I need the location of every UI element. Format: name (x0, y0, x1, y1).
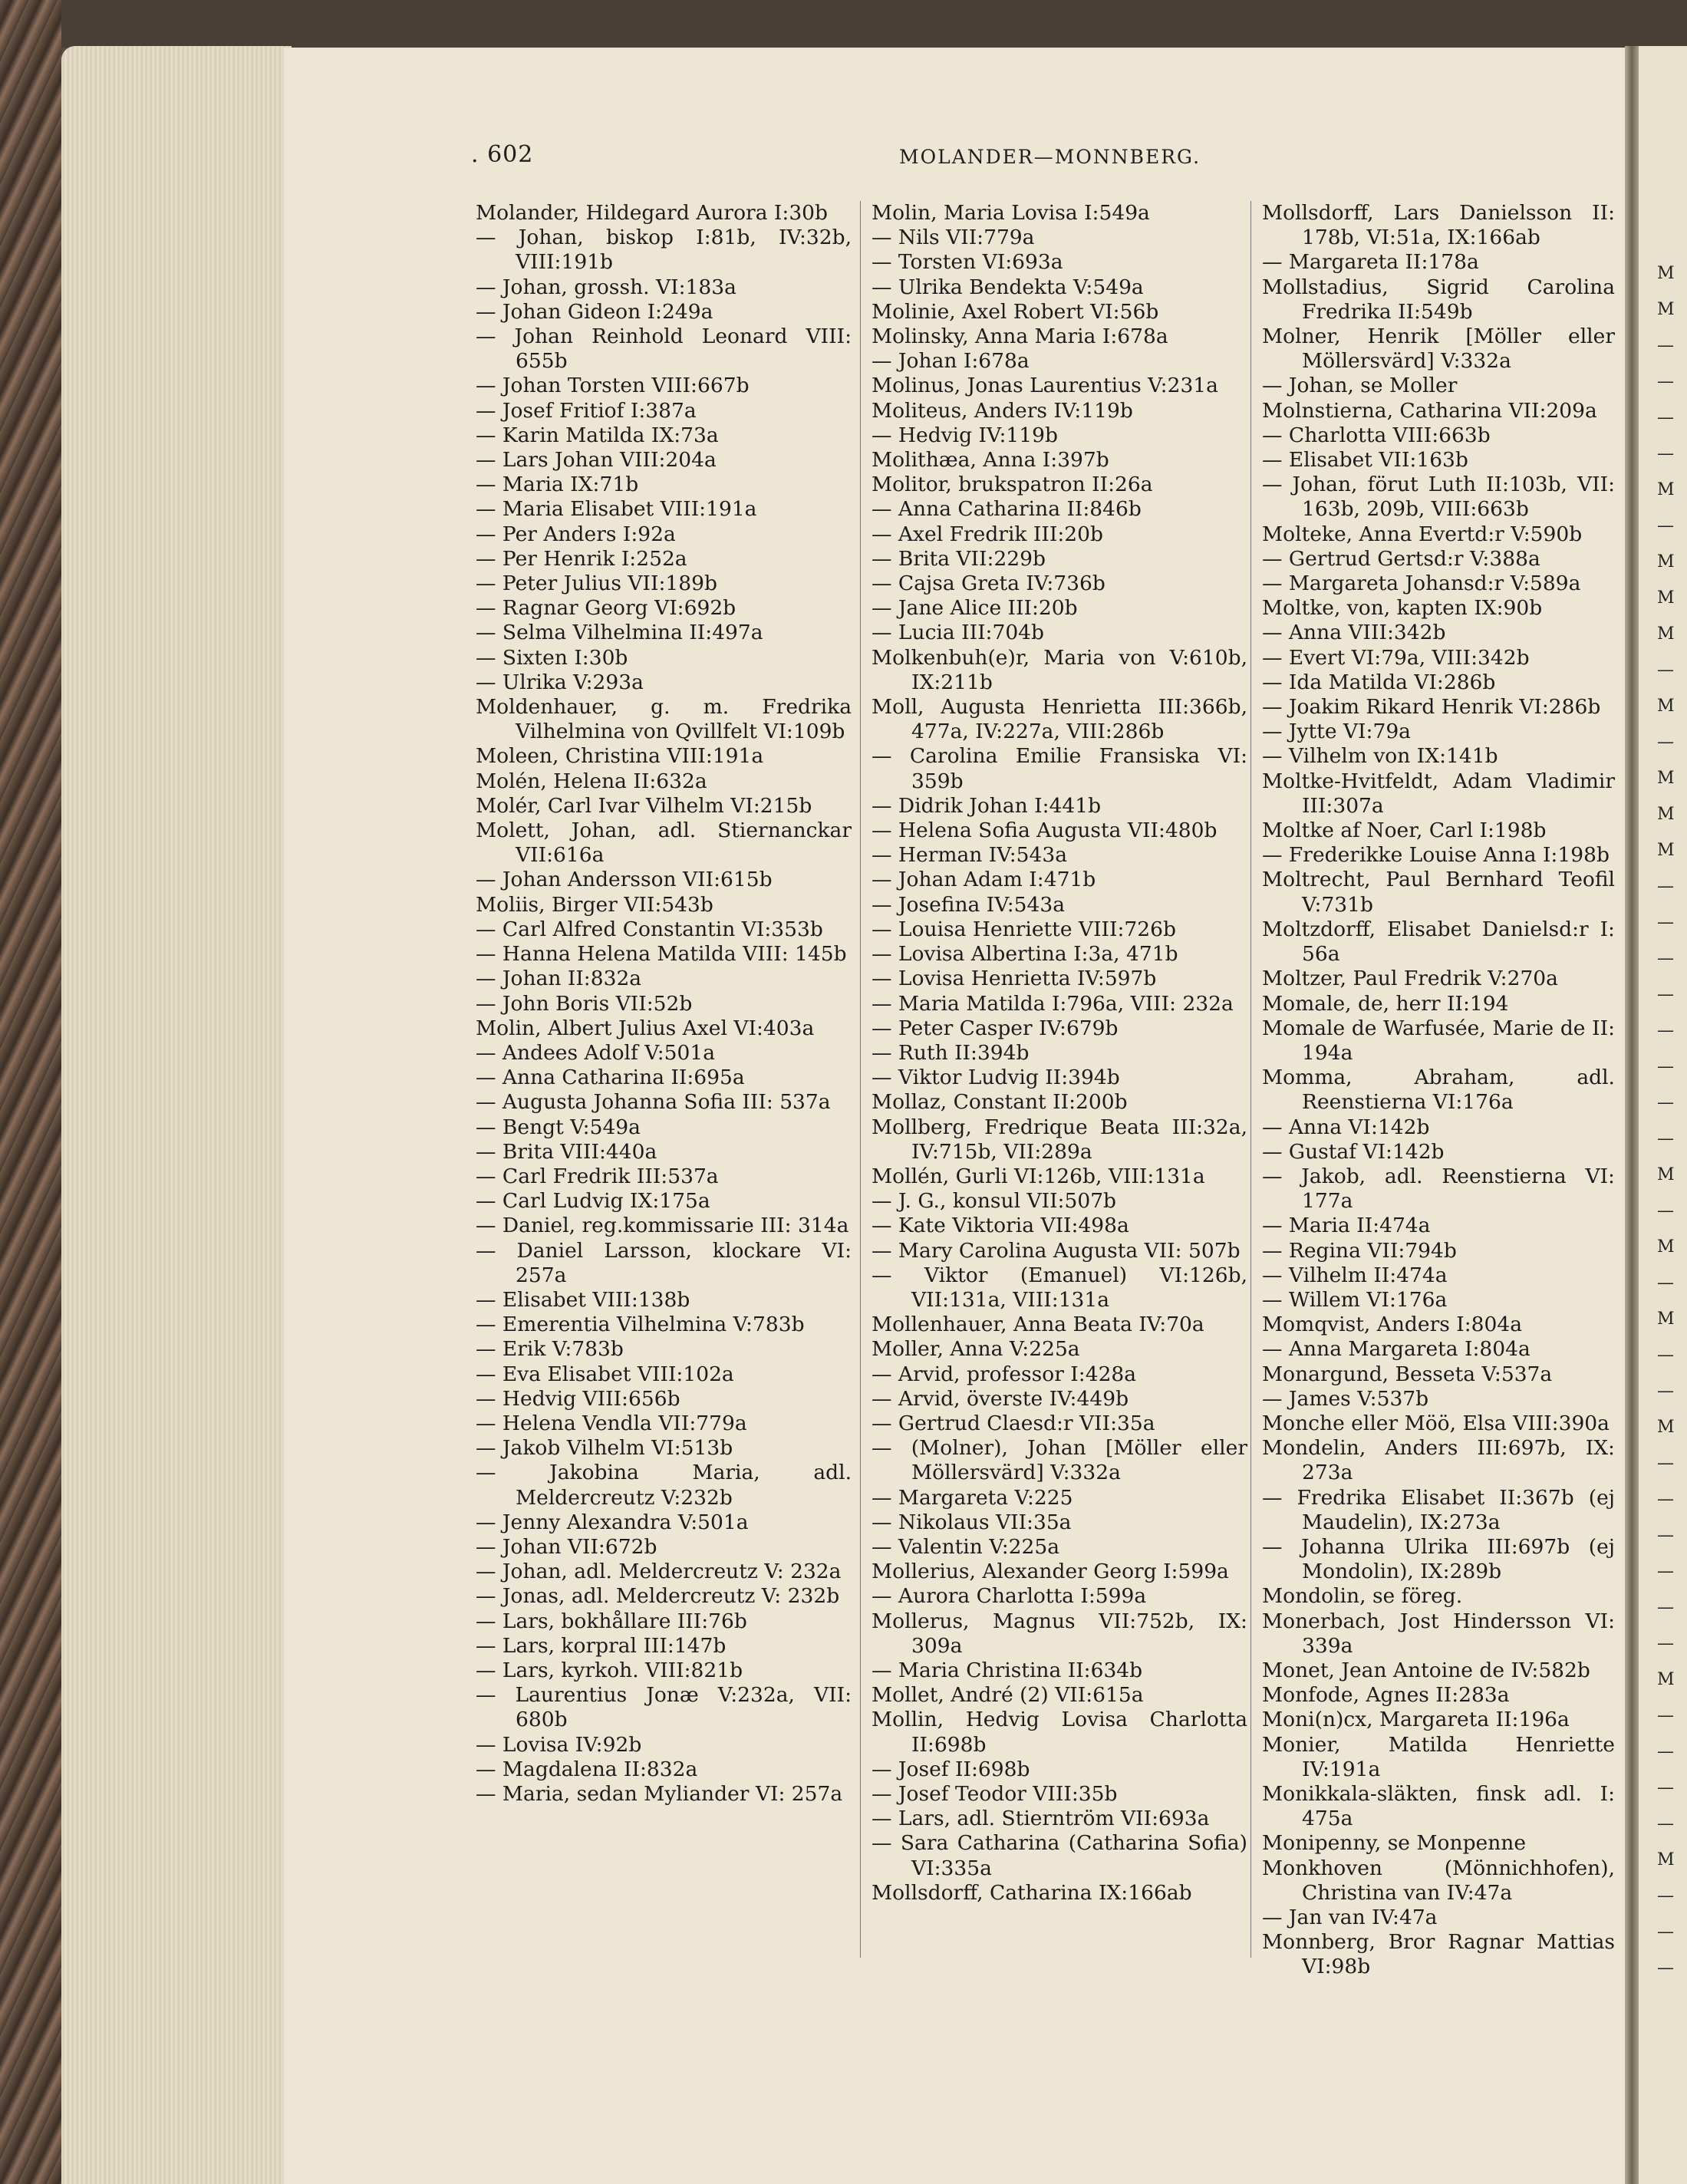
index-entry: Molkenbuh(e)r, Maria von V:610b, IX:211b (872, 645, 1247, 694)
index-entry: — Frederikke Louise Anna I:198b (1262, 843, 1610, 868)
next-page-fragment: — (1657, 660, 1674, 680)
next-page-fragment: — (1657, 372, 1674, 391)
next-page-fragment: M (1657, 1309, 1675, 1329)
next-page-fragment: — (1657, 336, 1674, 355)
index-entry: Moliis, Birger VII:543b (476, 892, 713, 917)
index-entry: — Erik V:783b (476, 1337, 624, 1362)
index-entry: Molén, Helena II:632a (476, 769, 707, 793)
index-entry: Momale, de, herr II:194 (1262, 991, 1509, 1016)
index-entry: Moldenhauer, g. m. Fredrika Vilhelmina von Qvillfelt VI:109b (476, 695, 852, 744)
index-entry: Molin, Maria Lovisa I:549a (872, 201, 1150, 225)
index-entry: — Sara Catharina (Catharina Sofia) VI:335a (872, 1831, 1247, 1880)
next-page-fragment: M (1657, 805, 1675, 824)
index-entry: — Johanna Ulrika III:697b (ej Mondolin), IX:289b (1262, 1534, 1615, 1584)
index-entry: Momma, Abraham, adl. Reenstierna VI:176a (1262, 1066, 1615, 1115)
index-entry: — Ida Matilda VI:286b (1262, 670, 1496, 694)
index-entry: — Nils VII:779a (872, 226, 1035, 250)
index-entry: Moltke, von, kapten IX:90b (1262, 596, 1543, 621)
index-entry: Moltke af Noer, Carl I:198b (1262, 819, 1547, 843)
index-entry: — Hedvig VIII:656b (476, 1386, 680, 1411)
index-entry: Monerbach, Jost Hindersson VI: 339a (1262, 1609, 1615, 1658)
column-rule (860, 201, 861, 1958)
index-entry: — Louisa Henriette VIII:726b (872, 917, 1176, 941)
index-entry: Monkhoven (Mönnichhofen), Christina van IV:47a (1262, 1856, 1615, 1905)
index-entry: — Johan VII:672b (476, 1534, 657, 1559)
index-entry: — Maria, sedan Myliander VI: 257a (476, 1782, 843, 1806)
index-entry: — Selma Vilhelmina II:497a (476, 621, 763, 645)
index-entry: — Lovisa Albertina I:3a, 471b (872, 942, 1178, 967)
next-page-fragment: M (1657, 841, 1675, 860)
index-entry: — Josef II:698b (872, 1757, 1030, 1781)
index-entry: — Hedvig IV:119b (872, 423, 1058, 447)
index-entry: Molitor, brukspatron II:26a (872, 473, 1153, 497)
index-entry: — Johan Torsten VIII:667b (476, 374, 750, 398)
page-number: . 602 (471, 141, 534, 168)
index-entry: Mollberg, Fredrique Beata III:32a, IV:715b, VII:289a (872, 1115, 1247, 1164)
index-entry: Molithæa, Anna I:397b (872, 448, 1109, 473)
next-page-fragment: — (1657, 1742, 1674, 1761)
index-entry: — Magdalena II:832a (476, 1757, 698, 1781)
next-page-fragment: M (1657, 1165, 1675, 1184)
index-entry: — Hanna Helena Matilda VIII: 145b (476, 942, 847, 967)
index-entry: — Daniel Larsson, klockare VI: 257a (476, 1238, 852, 1287)
next-page-fragment: — (1657, 1201, 1674, 1220)
index-entry: — Brita VII:229b (872, 546, 1046, 571)
index-entry: — Lars, korpral III:147b (476, 1633, 727, 1658)
next-page-fragment: M (1657, 1670, 1675, 1689)
index-entry: — Karin Matilda IX:73a (476, 423, 719, 447)
index-entry: — Helena Sofia Augusta VII:480b (872, 819, 1217, 843)
index-entry: Monipenny, se Monpenne (1262, 1831, 1527, 1856)
index-entry: — Valentin V:225a (872, 1534, 1060, 1559)
index-entry: — Johan I:678a (872, 349, 1030, 374)
next-page-fragment: — (1657, 877, 1674, 896)
next-page-fragment: — (1657, 1093, 1674, 1112)
index-entry: — Nikolaus VII:35a (872, 1510, 1072, 1534)
index-entry: — Ulrika Bendekta V:549a (872, 275, 1144, 299)
index-entry: — Carl Ludvig IX:175a (476, 1189, 710, 1214)
index-entry: — Lars, kyrkoh. VIII:821b (476, 1658, 743, 1682)
index-entry: — Herman IV:543a (872, 843, 1068, 868)
index-entry: Mondolin, se föreg. (1262, 1584, 1463, 1609)
page-stack-edge (61, 46, 292, 2184)
index-entry: — Josef Teodor VIII:35b (872, 1782, 1118, 1806)
index-entry: — Brita VIII:440a (476, 1139, 657, 1164)
index-entry: — Lars Johan VIII:204a (476, 448, 717, 473)
index-entry: Moleen, Christina VIII:191a (476, 744, 764, 769)
index-entry: — Fredrika Elisabet II:367b (ej Maudelin), IX:273a (1262, 1485, 1615, 1534)
index-entry: Mollerus, Magnus VII:752b, IX: 309a (872, 1609, 1247, 1658)
index-entry: Momqvist, Anders I:804a (1262, 1313, 1523, 1337)
next-page-fragment: M (1657, 624, 1675, 644)
index-entry: — Ruth II:394b (872, 1040, 1030, 1065)
index-entry: — Gertrud Claesd:r VII:35a (872, 1411, 1155, 1435)
index-entry: — Emerentia Vilhelmina V:783b (476, 1313, 805, 1337)
index-entry: Moltzdorff, Elisabet Danielsd:r I: 56a (1262, 917, 1615, 967)
index-entry: Molin, Albert Julius Axel VI:403a (476, 1016, 815, 1040)
index-entry: Molinsky, Anna Maria I:678a (872, 324, 1168, 349)
index-entry: — Elisabet VII:163b (1262, 448, 1468, 473)
index-entry: — Carl Fredrik III:537a (476, 1164, 719, 1188)
index-entry: — Eva Elisabet VIII:102a (476, 1362, 734, 1386)
book-gutter (1625, 46, 1639, 2184)
index-entry: — Margareta V:225 (872, 1485, 1073, 1510)
index-entry: Molnstierna, Catharina VII:209a (1262, 398, 1597, 423)
index-entry: Molteke, Anna Evertd:r V:590b (1262, 522, 1583, 546)
index-entry: — Kate Viktoria VII:498a (872, 1214, 1129, 1238)
index-entry: Monche eller Möö, Elsa VIII:390a (1262, 1411, 1610, 1435)
index-entry: — Johan, adl. Meldercreutz V: 232a (476, 1560, 842, 1584)
next-page-fragment: — (1657, 1814, 1674, 1833)
index-entry: — Maria Elisabet VIII:191a (476, 497, 757, 522)
index-entry: — Peter Julius VII:189b (476, 572, 717, 596)
index-entry: — Charlotta VIII:663b (1262, 423, 1491, 447)
next-page-fragment: — (1657, 733, 1674, 752)
next-page-fragment: M (1657, 1850, 1675, 1869)
index-entry: — Mary Carolina Augusta VII: 507b (872, 1238, 1241, 1263)
next-page-fragment: — (1657, 949, 1674, 968)
index-entry: — Gustaf VI:142b (1262, 1139, 1445, 1164)
index-column-1 (476, 201, 852, 1807)
index-entry: — Jakob Vilhelm VI:513b (476, 1436, 733, 1461)
index-entry: — Lucia III:704b (872, 621, 1045, 645)
index-entry: — Johan, förut Luth II:103b, VII: 163b, 209b, VIII:663b (1262, 473, 1615, 522)
index-entry: Mollén, Gurli VI:126b, VIII:131a (872, 1164, 1205, 1188)
index-entry: — Margareta Johansd:r V:589a (1262, 572, 1581, 596)
index-entry: Mondelin, Anders III:697b, IX: 273a (1262, 1436, 1615, 1485)
index-entry: — Josef Fritiof I:387a (476, 398, 697, 423)
index-entry: Molinie, Axel Robert VI:56b (872, 299, 1159, 324)
next-page-fragment: — (1657, 1526, 1674, 1545)
index-entry: — Lovisa IV:92b (476, 1732, 642, 1757)
next-page-edge (1639, 46, 1687, 2184)
running-head: MOLANDER—MONNBERG. (899, 146, 1201, 168)
index-column-2 (872, 201, 1247, 1906)
index-entry: — Elisabet VIII:138b (476, 1287, 690, 1312)
index-entry: — Joakim Rikard Henrik VI:286b (1262, 695, 1601, 720)
index-entry: — Anna Catharina II:695a (476, 1066, 745, 1090)
next-page-fragment: — (1657, 1273, 1674, 1293)
index-entry: — Arvid, överste IV:449b (872, 1386, 1129, 1411)
index-entry: — Johan Reinhold Leonard VIII: 655b (476, 324, 852, 374)
index-entry: — Maria Matilda I:796a, VIII: 232a (872, 991, 1234, 1016)
index-entry: Monnberg, Bror Ragnar Mattias VI:98b (1262, 1930, 1615, 1979)
next-page-fragment: — (1657, 1057, 1674, 1076)
index-entry: — Carl Alfred Constantin VI:353b (476, 917, 823, 941)
index-entry: — Regina VII:794b (1262, 1238, 1457, 1263)
next-page-fragment: — (1657, 1886, 1674, 1906)
next-page-fragment: M (1657, 1237, 1675, 1257)
index-entry: — Axel Fredrik III:20b (872, 522, 1103, 546)
index-entry: — Vilhelm von IX:141b (1262, 744, 1498, 769)
index-entry: Molér, Carl Ivar Vilhelm VI:215b (476, 793, 812, 818)
index-entry: Moller, Anna V:225a (872, 1337, 1080, 1362)
next-page-fragment: — (1657, 1778, 1674, 1797)
index-entry: — Per Anders I:92a (476, 522, 676, 546)
next-page-fragment: — (1657, 1454, 1674, 1473)
next-page-fragment: — (1657, 1346, 1674, 1365)
index-entry: Mollstadius, Sigrid Carolina Fredrika II:549b (1262, 275, 1615, 324)
index-entry: — Ulrika V:293a (476, 670, 644, 694)
index-entry: — Lars, bokhållare III:76b (476, 1609, 747, 1633)
index-column-3 (1262, 201, 1615, 1980)
index-entry: — Augusta Johanna Sofia III: 537a (476, 1090, 831, 1115)
index-entry: — Anna Margareta I:804a (1262, 1337, 1530, 1362)
index-entry: — Gertrud Gertsd:r V:388a (1262, 546, 1540, 571)
index-entry: — Anna Catharina II:846b (872, 497, 1142, 522)
next-page-fragment: — (1657, 1129, 1674, 1148)
index-entry: Mollsdorff, Catharina IX:166ab (872, 1880, 1192, 1905)
index-entry: — J. G., konsul VII:507b (872, 1189, 1117, 1214)
index-entry: Monfode, Agnes II:283a (1262, 1683, 1510, 1708)
index-entry: Moltke-Hvitfeldt, Adam Vladimir III:307a (1262, 769, 1615, 818)
book-cover-edge (0, 0, 61, 2184)
next-page-fragment: M (1657, 480, 1675, 499)
index-entry: — Johan Andersson VII:615b (476, 868, 773, 892)
index-entry: — Peter Casper IV:679b (872, 1016, 1119, 1040)
index-entry: Monargund, Besseta V:537a (1262, 1362, 1553, 1386)
index-entry: — (Molner), Johan [Möller eller Möllersvärd] V:332a (872, 1436, 1247, 1485)
index-entry: — Ragnar Georg VI:692b (476, 596, 736, 621)
index-entry: — Aurora Charlotta I:599a (872, 1584, 1147, 1609)
next-page-fragment: — (1657, 1922, 1674, 1942)
index-entry: — James V:537b (1262, 1386, 1429, 1411)
next-page-fragment: — (1657, 1598, 1674, 1617)
index-entry: — Jane Alice III:20b (872, 596, 1078, 621)
index-entry: — Johan Gideon I:249a (476, 299, 713, 324)
next-page-fragment: M (1657, 300, 1675, 319)
index-entry: — Jan van IV:47a (1262, 1906, 1438, 1930)
index-entry: Moliteus, Anders IV:119b (872, 398, 1133, 423)
index-entry: — Vilhelm II:474a (1262, 1263, 1448, 1287)
index-entry: — Willem VI:176a (1262, 1287, 1448, 1312)
index-entry: — Carolina Emilie Fransiska VI: 359b (872, 744, 1247, 793)
index-entry: — Viktor (Emanuel) VI:126b, VII:131a, VIII:131a (872, 1263, 1247, 1312)
index-entry: Molander, Hildegard Aurora I:30b (476, 201, 829, 225)
next-page-fragment: — (1657, 1634, 1674, 1653)
index-entry: — Viktor Ludvig II:394b (872, 1066, 1120, 1090)
index-entry: — Jenny Alexandra V:501a (476, 1510, 749, 1534)
index-entry: Moltzer, Paul Fredrik V:270a (1262, 967, 1558, 991)
index-entry: — Johan II:832a (476, 967, 642, 991)
next-page-fragment: — (1657, 1706, 1674, 1725)
next-page-fragment: — (1657, 1021, 1674, 1040)
index-entry: — Anna VIII:342b (1262, 621, 1446, 645)
index-entry: — Bengt V:549a (476, 1115, 641, 1139)
index-entry: Moni(n)cx, Margareta II:196a (1262, 1708, 1570, 1732)
index-entry: — Maria IX:71b (476, 473, 639, 497)
next-page-fragment: — (1657, 985, 1674, 1004)
column-rule (1250, 201, 1251, 1958)
next-page-fragment: — (1657, 1958, 1674, 1978)
index-entry: — Margareta II:178a (1262, 250, 1479, 275)
index-entry: — Johan, grossh. VI:183a (476, 275, 736, 299)
book-top-edge (61, 0, 1687, 48)
index-entry: — Jonas, adl. Meldercreutz V: 232b (476, 1584, 840, 1609)
next-page-fragment: M (1657, 588, 1675, 608)
index-entry: — Cajsa Greta IV:736b (872, 572, 1105, 596)
index-entry: — Lovisa Henrietta IV:597b (872, 967, 1157, 991)
index-entry: Momale de Warfusée, Marie de II: 194a (1262, 1016, 1615, 1065)
index-entry: — Johan, biskop I:81b, IV:32b, VIII:191b (476, 226, 852, 275)
index-entry: — Sixten I:30b (476, 645, 628, 670)
index-entry: — Didrik Johan I:441b (872, 793, 1102, 818)
next-page-fragment: M (1657, 697, 1675, 716)
index-entry: — Johan Adam I:471b (872, 868, 1096, 892)
next-page-fragment: — (1657, 1382, 1674, 1401)
next-page-fragment: M (1657, 552, 1675, 572)
index-entry: — Per Henrik I:252a (476, 546, 687, 571)
index-entry: — Arvid, professor I:428a (872, 1362, 1137, 1386)
index-entry: Mollenhauer, Anna Beata IV:70a (872, 1313, 1204, 1337)
index-entry: — Anna VI:142b (1262, 1115, 1430, 1139)
index-entry: — Jakob, adl. Reenstierna VI: 177a (1262, 1164, 1615, 1214)
index-entry: Mollaz, Constant II:200b (872, 1090, 1128, 1115)
next-page-fragment: M (1657, 264, 1675, 283)
index-entry: — Lars, adl. Stierntröm VII:693a (872, 1807, 1210, 1831)
index-entry: Mollet, André (2) VII:615a (872, 1683, 1144, 1708)
index-entry: Mollerius, Alexander Georg I:599a (872, 1560, 1229, 1584)
index-entry: — Andees Adolf V:501a (476, 1040, 716, 1065)
index-entry: Monet, Jean Antoine de IV:582b (1262, 1658, 1590, 1682)
next-page-fragment: — (1657, 408, 1674, 427)
index-entry: Monikkala-släkten, finsk adl. I: 475a (1262, 1782, 1615, 1831)
index-entry: — Daniel, reg.kommissarie III: 314a (476, 1214, 849, 1238)
next-page-fragment: — (1657, 444, 1674, 463)
next-page-fragment: M (1657, 769, 1675, 788)
index-entry: Moltrecht, Paul Bernhard Teofil V:731b (1262, 868, 1615, 917)
next-page-fragment: — (1657, 516, 1674, 535)
index-entry: — Maria II:474a (1262, 1214, 1431, 1238)
index-entry: — Torsten VI:693a (872, 250, 1063, 275)
index-entry: Monier, Matilda Henriette IV:191a (1262, 1732, 1615, 1781)
index-entry: Molett, Johan, adl. Stiernanckar VII:616a (476, 819, 852, 868)
index-entry: — Jakobina Maria, adl. Meldercreutz V:232b (476, 1461, 852, 1510)
index-entry: Mollin, Hedvig Lovisa Charlotta II:698b (872, 1708, 1247, 1757)
index-entry: — Maria Christina II:634b (872, 1658, 1143, 1682)
index-entry: — Laurentius Jonæ V:232a, VII: 680b (476, 1683, 852, 1732)
index-entry: Molinus, Jonas Laurentius V:231a (872, 374, 1218, 398)
next-page-fragment: — (1657, 1562, 1674, 1581)
index-entry: — John Boris VII:52b (476, 991, 693, 1016)
index-entry: Mollsdorff, Lars Danielsson II: 178b, VI:51a, IX:166ab (1262, 201, 1615, 250)
index-entry: — Josefina IV:543a (872, 892, 1065, 917)
index-entry: — Helena Vendla VII:779a (476, 1411, 747, 1435)
index-entry: Molner, Henrik [Möller eller Möllersvärd] V:332a (1262, 324, 1615, 374)
next-page-fragment: M (1657, 1418, 1675, 1437)
index-entry: — Evert VI:79a, VIII:342b (1262, 645, 1530, 670)
next-page-fragment: — (1657, 1490, 1674, 1509)
next-page-fragment: — (1657, 913, 1674, 932)
index-entry: — Johan, se Moller (1262, 374, 1458, 398)
index-entry: Moll, Augusta Henrietta III:366b, 477a, IV:227a, VIII:286b (872, 695, 1247, 744)
index-entry: — Jytte VI:79a (1262, 720, 1411, 744)
